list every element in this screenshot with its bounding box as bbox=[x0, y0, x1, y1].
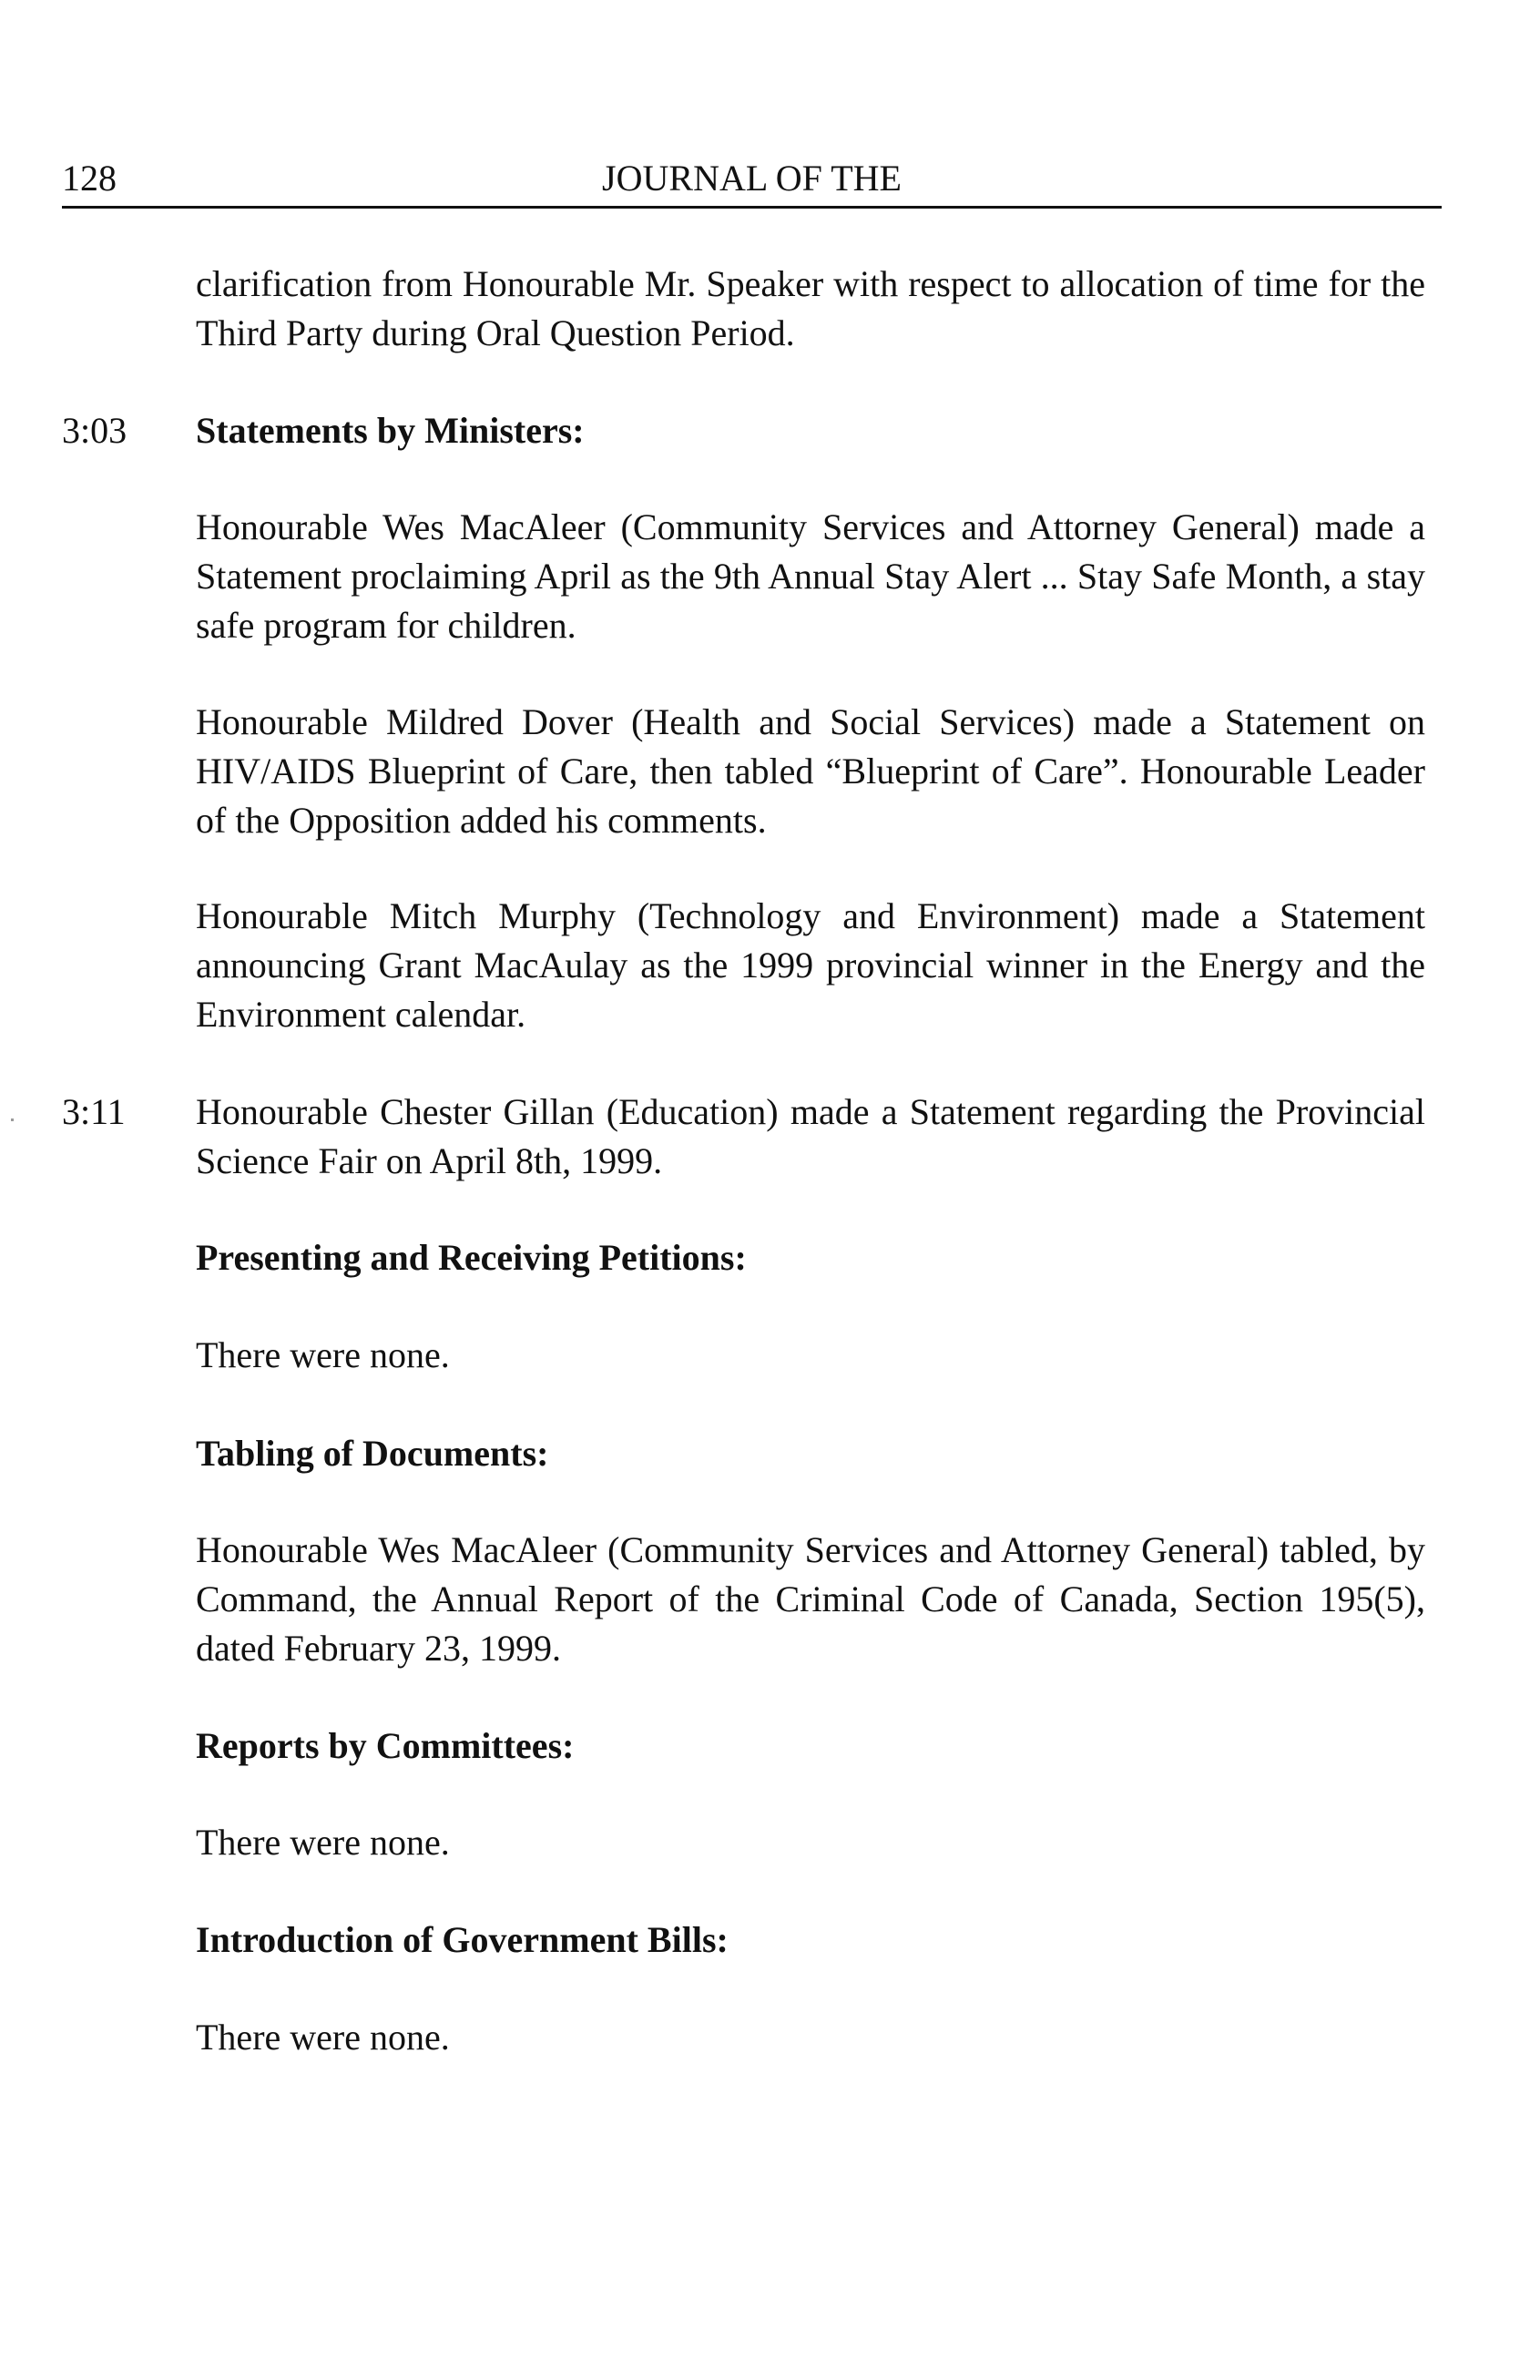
page-header bbox=[62, 155, 1442, 209]
section-heading-bills: Introduction of Government Bills: bbox=[196, 1919, 729, 1960]
statement-paragraph: Honourable Mildred Dover (Health and Social Services) made a Statement on HIV/AIDS Blueprint of Care, then tabled “Blueprint of Care”. Honourable Leader of the Opposition added his comments. bbox=[196, 701, 1425, 841]
page-number: 128 bbox=[62, 158, 117, 199]
section-heading-tabling: Tabling of Documents: bbox=[196, 1433, 549, 1474]
time-stamp: 3:11 bbox=[62, 1091, 126, 1132]
continuation-paragraph: clarification from Honourable Mr. Speaker with respect to allocation of time for the Third Party during Oral Question Period. bbox=[196, 263, 1425, 353]
petitions-text: There were none. bbox=[196, 1334, 450, 1375]
bills-text: There were none. bbox=[196, 2017, 450, 2058]
running-title: JOURNAL OF THE bbox=[602, 158, 902, 199]
reports-text: There were none. bbox=[196, 1822, 450, 1863]
statement-paragraph: Honourable Mitch Murphy (Technology and Environment) made a Statement announcing Grant MacAulay as the 1999 provincial winner in the Energy and the Environment calendar. bbox=[196, 895, 1425, 1035]
statement-paragraph: Honourable Chester Gillan (Education) made a Statement regarding the Provincial Science Fair on April 8th, 1999. bbox=[196, 1091, 1425, 1181]
statement-paragraph: Honourable Wes MacAleer (Community Services and Attorney General) made a Statement proclaiming April as the 9th Annual Stay Alert ... Stay Safe Month, a stay safe program for children. bbox=[196, 506, 1425, 646]
section-heading-statements: Statements by Ministers: bbox=[196, 410, 585, 451]
section-heading-reports: Reports by Committees: bbox=[196, 1725, 575, 1766]
section-heading-petitions: Presenting and Receiving Petitions: bbox=[196, 1237, 747, 1278]
margin-speck bbox=[11, 1118, 14, 1121]
tabling-paragraph: Honourable Wes MacAleer (Community Services and Attorney General) tabled, by Command, the Annual Report of the Criminal Code of Canada, Section 195(5), dated February 23, 1999. bbox=[196, 1529, 1425, 1669]
time-stamp: 3:03 bbox=[62, 410, 127, 451]
